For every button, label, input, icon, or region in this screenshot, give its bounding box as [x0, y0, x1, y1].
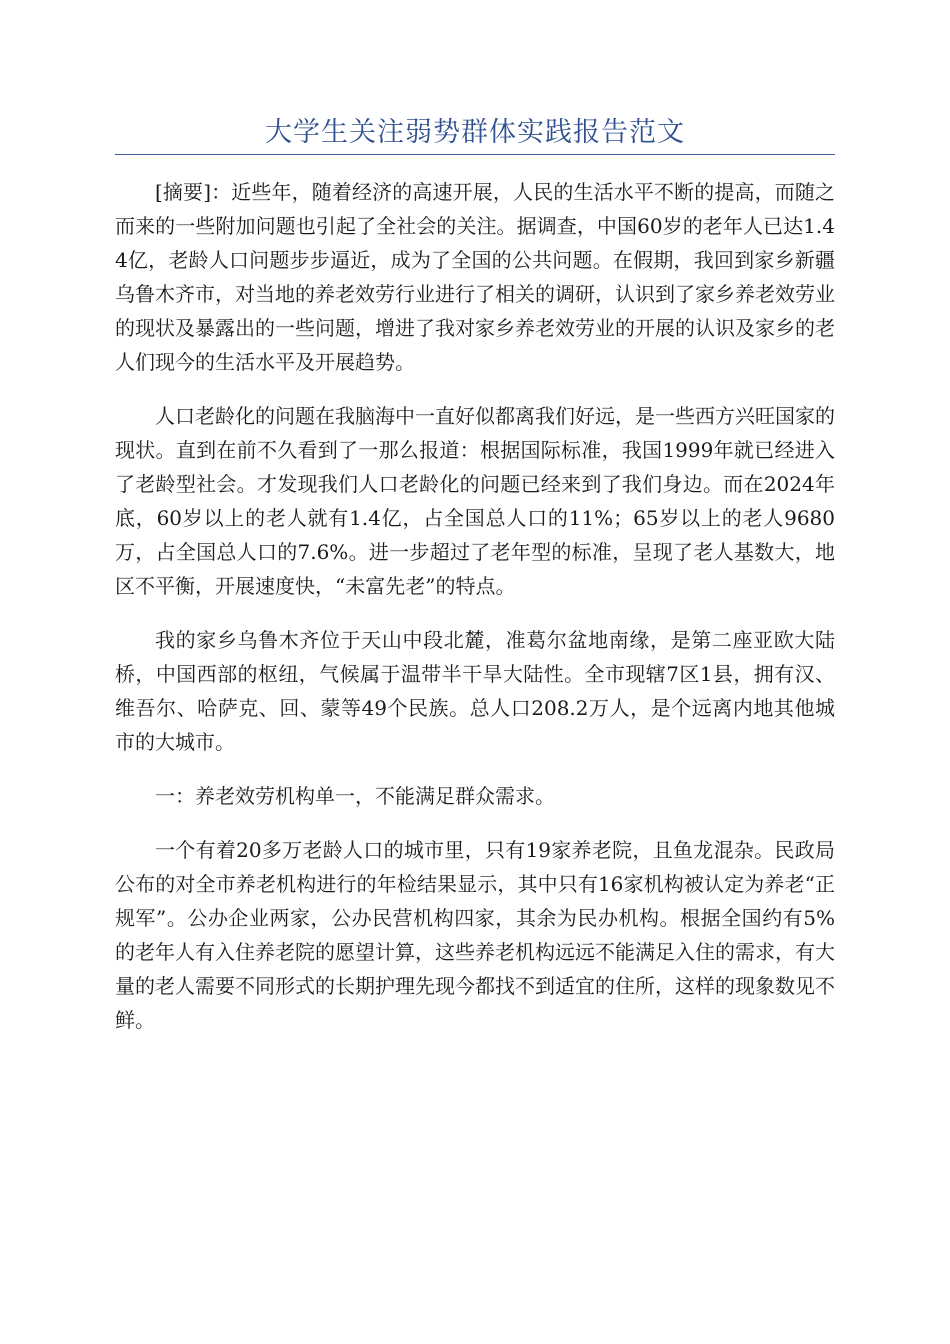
paragraph-abstract: [摘要]：近些年，随着经济的高速开展，人民的生活水平不断的提高，而随之而来的一些附加问题也引起了全社会的关注。据调查，中国60岁的老年人已达1.44亿，老龄人口问题步步逼近，成为了全国的公共问题。在假期，我回到家乡新疆乌鲁木齐市，对当地的养老效劳行业进行了相关的调研，认识到了家乡养老效劳业的现状及暴露出的一些问题，增进了我对家乡养老效劳业的开展的认识及家乡的老人们现今的生活水平及开展趋势。 [115, 180, 835, 374]
title-underline [115, 154, 835, 155]
section-heading-1: 一：养老效劳机构单一，不能满足群众需求。 [155, 784, 555, 808]
document-title: 大学生关注弱势群体实践报告范文 [265, 117, 685, 148]
document-body [115, 175, 835, 1057]
paragraph-hometown-intro: 我的家乡乌鲁木齐位于天山中段北麓，准葛尔盆地南缘，是第二座亚欧大陆桥，中国西部的枢纽，气候属于温带半干旱大陆性。全市现辖7区1县，拥有汉、维吾尔、哈萨克、回、蒙等49个民族。总人口208.2万人，是个远离内地其他城市的大城市。 [115, 628, 835, 754]
paragraph-aging-background: 人口老龄化的问题在我脑海中一直好似都离我们好远，是一些西方兴旺国家的现状。直到在前不久看到了一那么报道：根据国际标准，我国1999年就已经进入了老龄型社会。才发现我们人口老龄化的问题已经来到了我们身边。而在2024年底，60岁以上的老人就有1.4亿，占全国总人口的11%；65岁以上的老人9680万，占全国总人口的7.6%。进一步超过了老年型的标准，呈现了老人基数大，地区不平衡，开展速度快，“未富先老”的特点。 [115, 404, 835, 598]
paragraph-nursing-homes: 一个有着20多万老龄人口的城市里，只有19家养老院，且鱼龙混杂。民政局公布的对全市养老机构进行的年检结果显示，其中只有16家机构被认定为养老“正规军”。公办企业两家，公办民营机构四家，其余为民办机构。根据全国约有5%的老年人有入住养老院的愿望计算，这些养老机构远远不能满足入住的需求，有大量的老人需要不同形式的长期护理先现今都找不到适宜的住所，这样的现象数见不鲜。 [115, 838, 835, 1032]
